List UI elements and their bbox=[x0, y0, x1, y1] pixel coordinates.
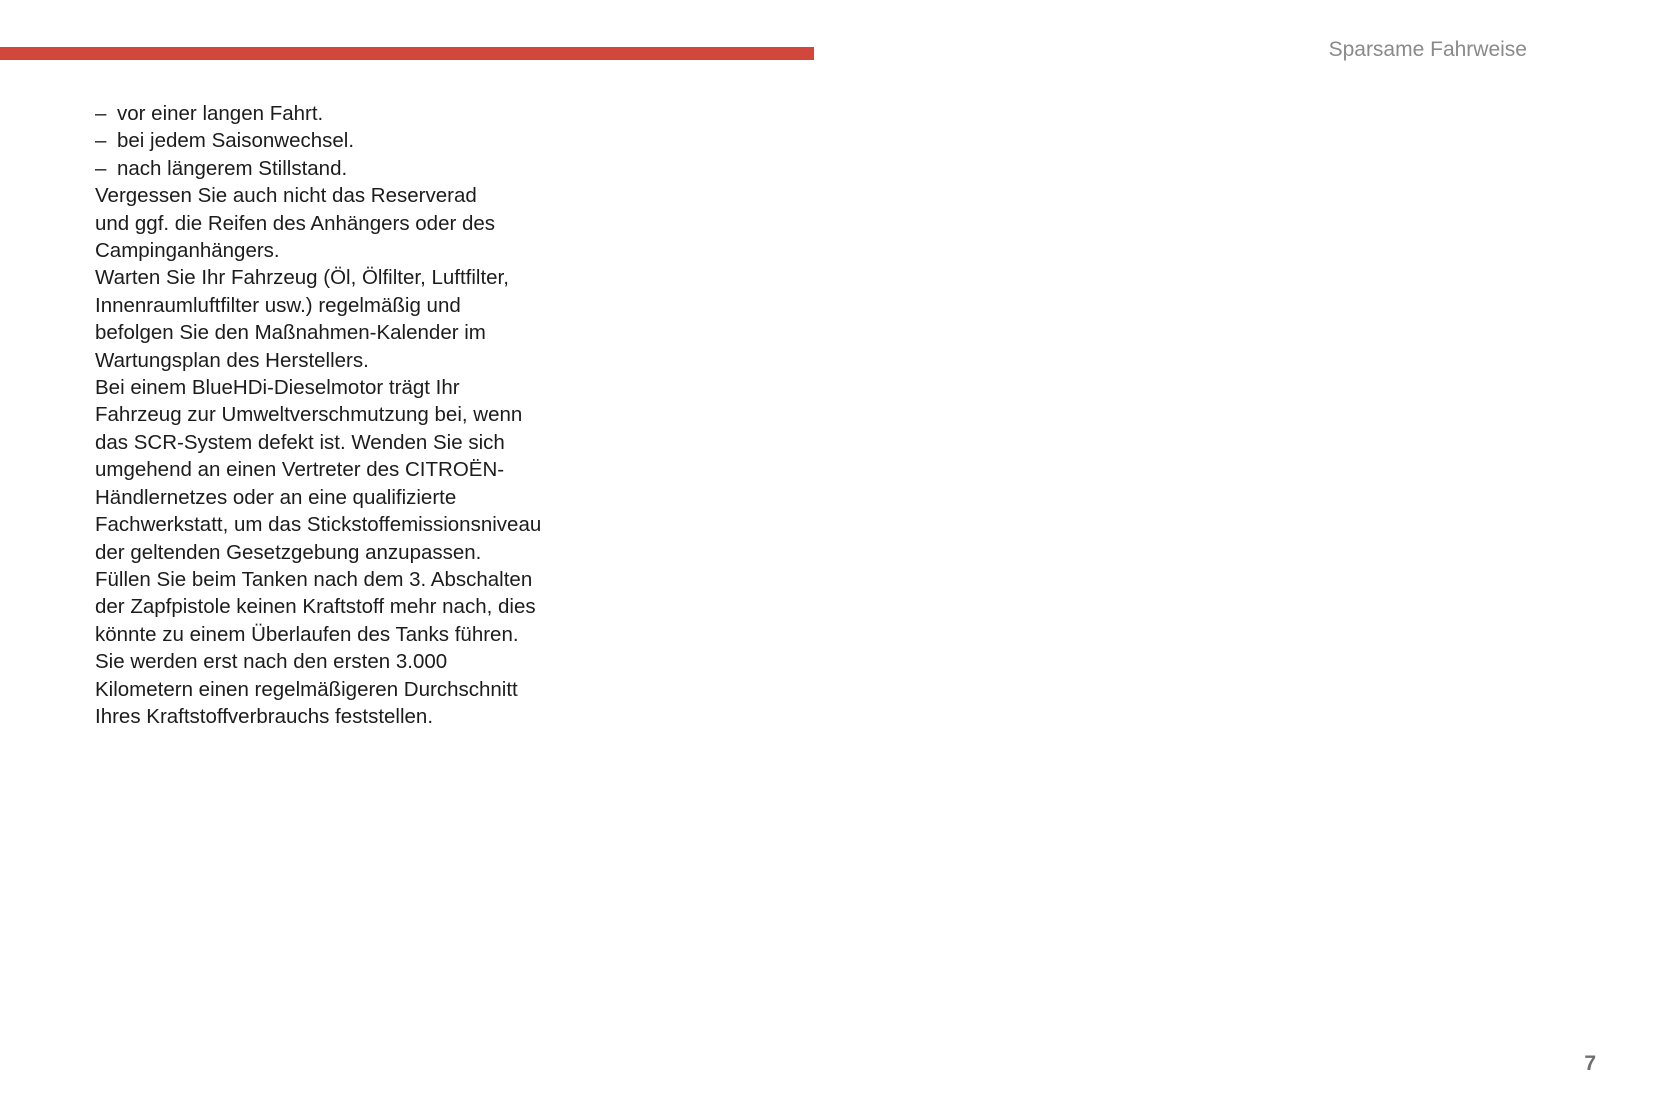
list-item bbox=[95, 155, 565, 182]
body-text-line: Campinganhängers. bbox=[95, 239, 280, 263]
list-item-text: vor einer langen Fahrt. bbox=[117, 102, 324, 125]
body-text-line: Fahrzeug zur Umweltverschmutzung bei, wenn bbox=[95, 403, 523, 427]
body-text-line: umgehend an einen Vertreter des CITROËN- bbox=[95, 458, 505, 482]
list-dash: – bbox=[95, 156, 107, 180]
list-item-text: nach längerem Stillstand. bbox=[117, 156, 348, 180]
body-text-line: das SCR-System defekt ist. Wenden Sie sich bbox=[95, 430, 505, 454]
body-text-line: Füllen Sie beim Tanken nach dem 3. Abschalten bbox=[95, 567, 533, 591]
body-text-line: Fachwerkstatt, um das Stickstoffemissionsniveau bbox=[95, 513, 542, 537]
list-item-text: bei jedem Saisonwechsel. bbox=[117, 129, 355, 153]
section-accent-bar bbox=[0, 47, 814, 60]
list-item bbox=[95, 127, 565, 154]
body-text-line: der geltenden Gesetzgebung anzupassen. bbox=[95, 540, 482, 564]
body-text-line: Sie werden erst nach den ersten 3.000 bbox=[95, 650, 448, 674]
body-text-line: Kilometern einen regelmäßigeren Durchschnitt bbox=[95, 677, 518, 701]
body-text-line: Wartungsplan des Herstellers. bbox=[95, 348, 369, 372]
body-text-line: und ggf. die Reifen des Anhängers oder des bbox=[95, 211, 496, 235]
body-text-line: Ihres Kraftstoffverbrauchs feststellen. bbox=[95, 704, 434, 728]
body-text-line: Bei einem BlueHDi-Dieselmotor trägt Ihr bbox=[95, 376, 460, 400]
list-dash: – bbox=[95, 102, 107, 125]
section-title: Sparsame Fahrweise bbox=[1328, 38, 1527, 61]
body-text bbox=[95, 100, 565, 730]
body-text-line: Vergessen Sie auch nicht das Reserverad bbox=[95, 184, 477, 208]
body-text-line: Warten Sie Ihr Fahrzeug (Öl, Ölfilter, Luftfilter, bbox=[95, 266, 509, 290]
page-number: 7 bbox=[1584, 1052, 1596, 1075]
body-text-line: könnte zu einem Überlaufen des Tanks führen. bbox=[95, 622, 519, 646]
body-text-line: befolgen Sie den Maßnahmen-Kalender im bbox=[95, 321, 486, 345]
list-dash: – bbox=[95, 129, 107, 153]
body-text-line: der Zapfpistole keinen Kraftstoff mehr nach, dies bbox=[95, 595, 536, 619]
body-text-line: Innenraumluftfilter usw.) regelmäßig und bbox=[95, 293, 461, 317]
list-item bbox=[95, 100, 565, 127]
body-text-line: Händlernetzes oder an eine qualifizierte bbox=[95, 485, 457, 509]
